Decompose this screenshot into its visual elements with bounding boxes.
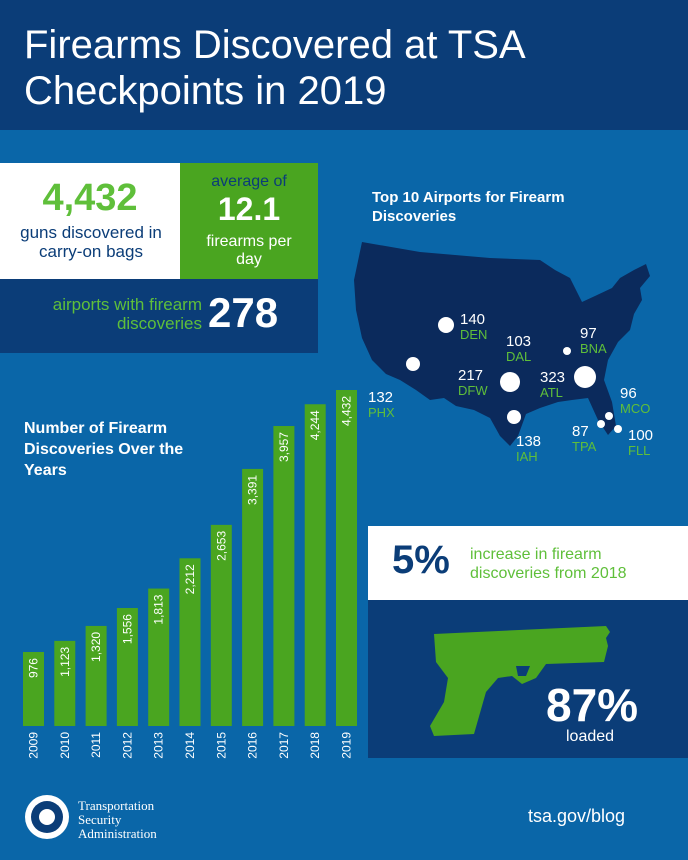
- bar-value-label: 976: [26, 658, 41, 679]
- bar-2019: [336, 390, 357, 726]
- airport-label-dal: 103 DAL: [506, 333, 532, 364]
- dhs-seal-icon: [24, 794, 70, 840]
- year-tick-label: 2016: [245, 732, 260, 759]
- chart-title: Number of Firearm Discoveries Over the Years: [24, 420, 184, 479]
- year-tick-label: 2013: [151, 732, 166, 759]
- airport-label-atl: 323 ATL: [540, 369, 566, 400]
- bar-value-label: 1,320: [89, 631, 104, 662]
- map-title: Top 10 Airports for Firearm Discoveries: [372, 189, 565, 225]
- airport-label-phx: 132 PHX: [368, 389, 395, 420]
- airport-label-tpa: 87 TPA: [572, 423, 597, 454]
- increase-text: increase in firearm discoveries from 2018: [470, 546, 627, 582]
- bar-2017: [273, 426, 294, 726]
- average-suffix: firearms per day: [206, 233, 292, 268]
- bar-value-label: 1,123: [57, 646, 72, 677]
- year-tick-label: 2010: [57, 732, 72, 759]
- airport-label-fll: 100 FLL: [628, 427, 654, 458]
- loaded-text: loaded: [566, 728, 615, 745]
- loaded-percent: 87%: [546, 679, 639, 731]
- airport-label-den: 140 DEN: [460, 311, 488, 342]
- loaded-box: [368, 600, 688, 758]
- bar-value-label: 2,653: [214, 530, 229, 561]
- total-guns-number: 4,432: [42, 177, 138, 219]
- bar-value-label: 4,244: [308, 410, 323, 441]
- airport-label-iah: 138 IAH: [516, 433, 542, 464]
- agency-name: Transportation Security Administration: [78, 798, 157, 841]
- airports-text: airports with firearm discoveries: [52, 295, 202, 333]
- airport-label-bna: 97 BNA: [580, 325, 607, 356]
- year-tick-label: 2015: [214, 732, 229, 759]
- year-tick-label: 2018: [308, 732, 323, 759]
- blog-link[interactable]: tsa.gov/blog: [528, 806, 626, 826]
- page-title: Firearms Discovered at TSA Checkpoints in 2019: [24, 23, 524, 113]
- year-tick-label: 2014: [183, 732, 197, 759]
- year-tick-label: 2011: [89, 732, 104, 758]
- bar-value-label: 3,957: [276, 432, 291, 463]
- bar-value-label: 2,212: [183, 564, 197, 595]
- bar-value-label: 1,813: [151, 594, 166, 625]
- average-prefix: average of: [211, 173, 287, 190]
- average-number: 12.1: [217, 191, 281, 227]
- year-tick-label: 2009: [26, 732, 41, 759]
- year-tick-label: 2012: [120, 732, 135, 759]
- year-tick-label: 2017: [276, 732, 291, 759]
- airport-label-mco: 96 MCO: [620, 385, 651, 416]
- bar-value-label: 1,556: [120, 614, 135, 645]
- airports-number: 278: [208, 289, 279, 336]
- increase-percent: 5%: [392, 538, 450, 582]
- bar-value-label: 3,391: [245, 474, 260, 505]
- airport-label-dfw: 217 DFW: [458, 367, 488, 398]
- year-tick-label: 2019: [339, 732, 354, 759]
- bar-2018: [305, 404, 326, 726]
- increase-box: [368, 526, 688, 600]
- bar-2016: [242, 469, 263, 726]
- total-guns-text: guns discovered in carry-on bags: [20, 223, 162, 261]
- bar-value-label: 4,432: [339, 396, 354, 427]
